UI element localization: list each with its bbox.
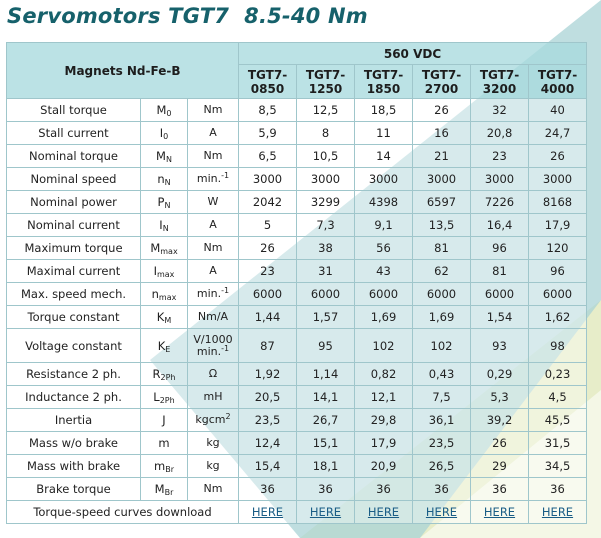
- value-cell: 3000: [413, 168, 471, 191]
- table-row: [7, 283, 587, 306]
- unit-text: Ω: [208, 367, 218, 380]
- value-cell: 20,9: [355, 455, 413, 478]
- value-cell: 23: [471, 145, 529, 168]
- value-cell: 9,1: [355, 214, 413, 237]
- value-cell: 8: [297, 122, 355, 145]
- param-name: Nominal speed: [7, 168, 141, 191]
- symbol-subscript: 0: [163, 132, 169, 141]
- unit-exponent: 2: [225, 412, 231, 421]
- value-cell: 23,5: [413, 432, 471, 455]
- unit-text: Nm: [203, 149, 223, 162]
- symbol-letter: K: [156, 310, 165, 324]
- symbol-subscript: Br: [164, 488, 174, 497]
- value-cell: 31: [297, 260, 355, 283]
- param-unit: [188, 306, 239, 329]
- symbol-letter: P: [157, 195, 165, 209]
- unit-exponent: -1: [221, 286, 230, 295]
- download-cell: [529, 501, 587, 524]
- model-prefix: TGT7-: [363, 67, 404, 82]
- value-cell: 102: [355, 329, 413, 363]
- symbol-subscript: N: [162, 224, 169, 233]
- symbol-letter: M: [156, 103, 167, 117]
- symbol-letter: I: [159, 218, 163, 232]
- symbol-letter: m: [158, 436, 170, 450]
- unit-text: kgcm: [195, 413, 226, 426]
- symbol-subscript: max: [160, 247, 178, 256]
- value-cell: 5,3: [471, 386, 529, 409]
- symbol-letter: m: [154, 459, 166, 473]
- value-cell: 17,9: [529, 214, 587, 237]
- table-row: [7, 478, 587, 501]
- value-cell: 95: [297, 329, 355, 363]
- symbol-letter: M: [154, 482, 165, 496]
- param-name: Maximum torque: [7, 237, 141, 260]
- value-cell: 24,7: [529, 122, 587, 145]
- value-cell: 26: [471, 432, 529, 455]
- param-symbol: [141, 363, 188, 386]
- value-cell: 17,9: [355, 432, 413, 455]
- download-cell: [355, 501, 413, 524]
- unit-exponent: -1: [221, 171, 230, 180]
- symbol-subscript: 2Ph: [160, 373, 176, 382]
- value-cell: 4,5: [529, 386, 587, 409]
- symbol-letter: J: [162, 413, 166, 427]
- unit-text-line2: min.: [196, 344, 222, 358]
- param-symbol: [141, 237, 188, 260]
- download-link[interactable]: HERE: [425, 505, 458, 519]
- unit-text: W: [207, 195, 219, 208]
- table-row: [7, 260, 587, 283]
- symbol-letter: I: [153, 264, 157, 278]
- value-cell: 4398: [355, 191, 413, 214]
- model-header: [529, 65, 587, 99]
- value-cell: 43: [355, 260, 413, 283]
- model-number: 1250: [308, 81, 343, 96]
- value-cell: 3299: [297, 191, 355, 214]
- unit-text: kg: [206, 459, 220, 472]
- value-cell: 5: [239, 214, 297, 237]
- model-header: [239, 65, 297, 99]
- model-number: 2700: [424, 81, 459, 96]
- unit-text: Nm: [203, 103, 223, 116]
- value-cell: 14,1: [297, 386, 355, 409]
- table-row: [7, 455, 587, 478]
- download-link[interactable]: HERE: [483, 505, 516, 519]
- param-unit: [188, 283, 239, 306]
- value-cell: 5,9: [239, 122, 297, 145]
- value-cell: 12,1: [355, 386, 413, 409]
- value-cell: 0,82: [355, 363, 413, 386]
- magnets-header: Magnets Nd-Fe-B: [7, 43, 239, 99]
- download-label: Torque-speed curves download: [7, 501, 239, 524]
- table-row: [7, 432, 587, 455]
- param-symbol: [141, 168, 188, 191]
- unit-text: kg: [206, 436, 220, 449]
- value-cell: 120: [529, 237, 587, 260]
- param-name: Stall current: [7, 122, 141, 145]
- table-row: [7, 409, 587, 432]
- param-unit: [188, 455, 239, 478]
- symbol-subscript: N: [164, 201, 171, 210]
- value-cell: 1,54: [471, 306, 529, 329]
- table-row: [7, 386, 587, 409]
- param-unit: [188, 386, 239, 409]
- param-name: Maximal current: [7, 260, 141, 283]
- param-symbol: [141, 122, 188, 145]
- value-cell: 56: [355, 237, 413, 260]
- value-cell: 15,4: [239, 455, 297, 478]
- value-cell: 36: [529, 478, 587, 501]
- value-cell: 34,5: [529, 455, 587, 478]
- symbol-letter: M: [150, 241, 161, 255]
- value-cell: 7,5: [413, 386, 471, 409]
- symbol-letter: n: [157, 172, 165, 186]
- unit-text: A: [209, 126, 217, 139]
- value-cell: 20,5: [239, 386, 297, 409]
- unit-text: A: [209, 218, 217, 231]
- value-cell: 1,62: [529, 306, 587, 329]
- param-unit: [188, 409, 239, 432]
- symbol-letter: L: [153, 390, 160, 404]
- voltage-header: 560 VDC: [239, 43, 587, 65]
- value-cell: 0,23: [529, 363, 587, 386]
- model-header: [413, 65, 471, 99]
- value-cell: 6000: [355, 283, 413, 306]
- value-cell: 3000: [297, 168, 355, 191]
- param-unit: [188, 99, 239, 122]
- param-symbol: [141, 145, 188, 168]
- value-cell: 26: [529, 145, 587, 168]
- model-number: 4000: [540, 81, 575, 96]
- value-cell: 3000: [355, 168, 413, 191]
- value-cell: 39,2: [471, 409, 529, 432]
- value-cell: 96: [529, 260, 587, 283]
- value-cell: 1,57: [297, 306, 355, 329]
- symbol-subscript: N: [165, 155, 172, 164]
- value-cell: 1,69: [355, 306, 413, 329]
- value-cell: 6,5: [239, 145, 297, 168]
- param-name: Voltage constant: [7, 329, 141, 363]
- param-unit: [188, 168, 239, 191]
- unit-text: Nm: [203, 241, 223, 254]
- param-symbol: [141, 409, 188, 432]
- value-cell: 16: [413, 122, 471, 145]
- model-prefix: TGT7-: [305, 67, 346, 82]
- value-cell: 26: [239, 237, 297, 260]
- table-row: [7, 214, 587, 237]
- value-cell: 29,8: [355, 409, 413, 432]
- model-number: 1850: [366, 81, 401, 96]
- param-symbol: [141, 478, 188, 501]
- value-cell: 18,5: [355, 99, 413, 122]
- value-cell: 12,4: [239, 432, 297, 455]
- value-cell: 36: [297, 478, 355, 501]
- model-header: [471, 65, 529, 99]
- value-cell: 21: [413, 145, 471, 168]
- download-link[interactable]: HERE: [541, 505, 574, 519]
- model-prefix: TGT7-: [421, 67, 462, 82]
- download-cell: [413, 501, 471, 524]
- symbol-letter: I: [159, 126, 164, 140]
- param-name: Mass w/o brake: [7, 432, 141, 455]
- value-cell: 14: [355, 145, 413, 168]
- value-cell: 6000: [413, 283, 471, 306]
- value-cell: 26,7: [297, 409, 355, 432]
- param-name: Nominal current: [7, 214, 141, 237]
- value-cell: 6000: [471, 283, 529, 306]
- value-cell: 62: [413, 260, 471, 283]
- value-cell: 36,1: [413, 409, 471, 432]
- param-name: Inertia: [7, 409, 141, 432]
- symbol-letter: n: [151, 287, 159, 301]
- symbol-subscript: N: [164, 178, 171, 187]
- model-prefix: TGT7-: [247, 67, 288, 82]
- value-cell: 32: [471, 99, 529, 122]
- param-unit: [188, 260, 239, 283]
- download-cell: [471, 501, 529, 524]
- symbol-letter: K: [157, 338, 166, 353]
- value-cell: 1,69: [413, 306, 471, 329]
- param-symbol: [141, 329, 188, 363]
- value-cell: 36: [471, 478, 529, 501]
- value-cell: 7,3: [297, 214, 355, 237]
- download-link[interactable]: HERE: [309, 505, 342, 519]
- symbol-subscript: 2Ph: [159, 396, 175, 405]
- param-symbol: [141, 260, 188, 283]
- value-cell: 2042: [239, 191, 297, 214]
- download-link[interactable]: HERE: [251, 505, 284, 519]
- model-header: [355, 65, 413, 99]
- param-symbol: [141, 99, 188, 122]
- value-cell: 6000: [297, 283, 355, 306]
- value-cell: 3000: [239, 168, 297, 191]
- value-cell: 20,8: [471, 122, 529, 145]
- value-cell: 36: [239, 478, 297, 501]
- symbol-subscript: 0: [166, 109, 172, 118]
- value-cell: 6000: [529, 283, 587, 306]
- value-cell: 93: [471, 329, 529, 363]
- unit-text: Nm: [203, 482, 223, 495]
- param-symbol: [141, 432, 188, 455]
- param-unit: [188, 237, 239, 260]
- value-cell: 6000: [239, 283, 297, 306]
- symbol-letter: M: [156, 149, 166, 163]
- value-cell: 12,5: [297, 99, 355, 122]
- table-row: [7, 145, 587, 168]
- value-cell: 26: [413, 99, 471, 122]
- param-name: Max. speed mech.: [7, 283, 141, 306]
- table-row: [7, 329, 587, 363]
- param-name: Resistance 2 ph.: [7, 363, 141, 386]
- value-cell: 7226: [471, 191, 529, 214]
- symbol-subscript: max: [158, 293, 177, 302]
- unit-text: V/1000: [193, 332, 233, 346]
- table-row: [7, 363, 587, 386]
- download-cell: [297, 501, 355, 524]
- value-cell: 11: [355, 122, 413, 145]
- model-number: 0850: [250, 81, 285, 96]
- model-header: [297, 65, 355, 99]
- param-name: Inductance 2 ph.: [7, 386, 141, 409]
- param-name: Torque constant: [7, 306, 141, 329]
- unit-text: Nm/A: [197, 310, 229, 323]
- value-cell: 3000: [529, 168, 587, 191]
- value-cell: 98: [529, 329, 587, 363]
- table-row: [7, 99, 587, 122]
- value-cell: 102: [413, 329, 471, 363]
- value-cell: 8168: [529, 191, 587, 214]
- value-cell: 96: [471, 237, 529, 260]
- value-cell: 36: [413, 478, 471, 501]
- param-symbol: [141, 283, 188, 306]
- value-cell: 40: [529, 99, 587, 122]
- spec-table: [6, 42, 587, 524]
- symbol-subscript: M: [164, 316, 172, 325]
- value-cell: 45,5: [529, 409, 587, 432]
- value-cell: 38: [297, 237, 355, 260]
- param-symbol: [141, 386, 188, 409]
- download-row: [7, 501, 587, 524]
- value-cell: 1,14: [297, 363, 355, 386]
- value-cell: 8,5: [239, 99, 297, 122]
- param-symbol: [141, 214, 188, 237]
- param-symbol: [141, 455, 188, 478]
- value-cell: 0,29: [471, 363, 529, 386]
- param-unit: [188, 478, 239, 501]
- value-cell: 81: [471, 260, 529, 283]
- value-cell: 23: [239, 260, 297, 283]
- value-cell: 81: [413, 237, 471, 260]
- table-row: [7, 168, 587, 191]
- download-link[interactable]: HERE: [367, 505, 400, 519]
- table-row: [7, 237, 587, 260]
- table-row: [7, 306, 587, 329]
- param-unit: [188, 432, 239, 455]
- value-cell: 29: [471, 455, 529, 478]
- table-row: [7, 191, 587, 214]
- param-unit: [188, 214, 239, 237]
- param-name: Nominal power: [7, 191, 141, 214]
- model-prefix: TGT7-: [537, 67, 578, 82]
- value-cell: 23,5: [239, 409, 297, 432]
- value-cell: 31,5: [529, 432, 587, 455]
- param-symbol: [141, 306, 188, 329]
- unit-text: mH: [203, 390, 223, 403]
- param-name: Nominal torque: [7, 145, 141, 168]
- model-prefix: TGT7-: [479, 67, 520, 82]
- value-cell: 1,44: [239, 306, 297, 329]
- param-name: Mass with brake: [7, 455, 141, 478]
- param-unit: [188, 122, 239, 145]
- value-cell: 1,92: [239, 363, 297, 386]
- value-cell: 13,5: [413, 214, 471, 237]
- value-cell: 26,5: [413, 455, 471, 478]
- unit-exponent: -1: [221, 343, 230, 353]
- model-number: 3200: [482, 81, 517, 96]
- page-title: Servomotors TGT7 8.5-40 Nm: [7, 4, 368, 28]
- symbol-subscript: E: [165, 344, 171, 354]
- param-symbol: [141, 191, 188, 214]
- symbol-subscript: max: [156, 270, 175, 279]
- param-unit: [188, 145, 239, 168]
- unit-text: min.: [196, 287, 222, 300]
- param-name: Brake torque: [7, 478, 141, 501]
- download-cell: [239, 501, 297, 524]
- param-unit: [188, 329, 239, 363]
- param-unit: [188, 363, 239, 386]
- value-cell: 6597: [413, 191, 471, 214]
- table-row: [7, 122, 587, 145]
- value-cell: 0,43: [413, 363, 471, 386]
- symbol-letter: R: [152, 367, 161, 381]
- param-unit: [188, 191, 239, 214]
- value-cell: 3000: [471, 168, 529, 191]
- param-name: Stall torque: [7, 99, 141, 122]
- value-cell: 16,4: [471, 214, 529, 237]
- value-cell: 87: [239, 329, 297, 363]
- value-cell: 15,1: [297, 432, 355, 455]
- value-cell: 36: [355, 478, 413, 501]
- unit-text: min.: [196, 172, 222, 185]
- symbol-subscript: Br: [165, 465, 174, 474]
- value-cell: 18,1: [297, 455, 355, 478]
- value-cell: 10,5: [297, 145, 355, 168]
- unit-text: A: [209, 264, 217, 277]
